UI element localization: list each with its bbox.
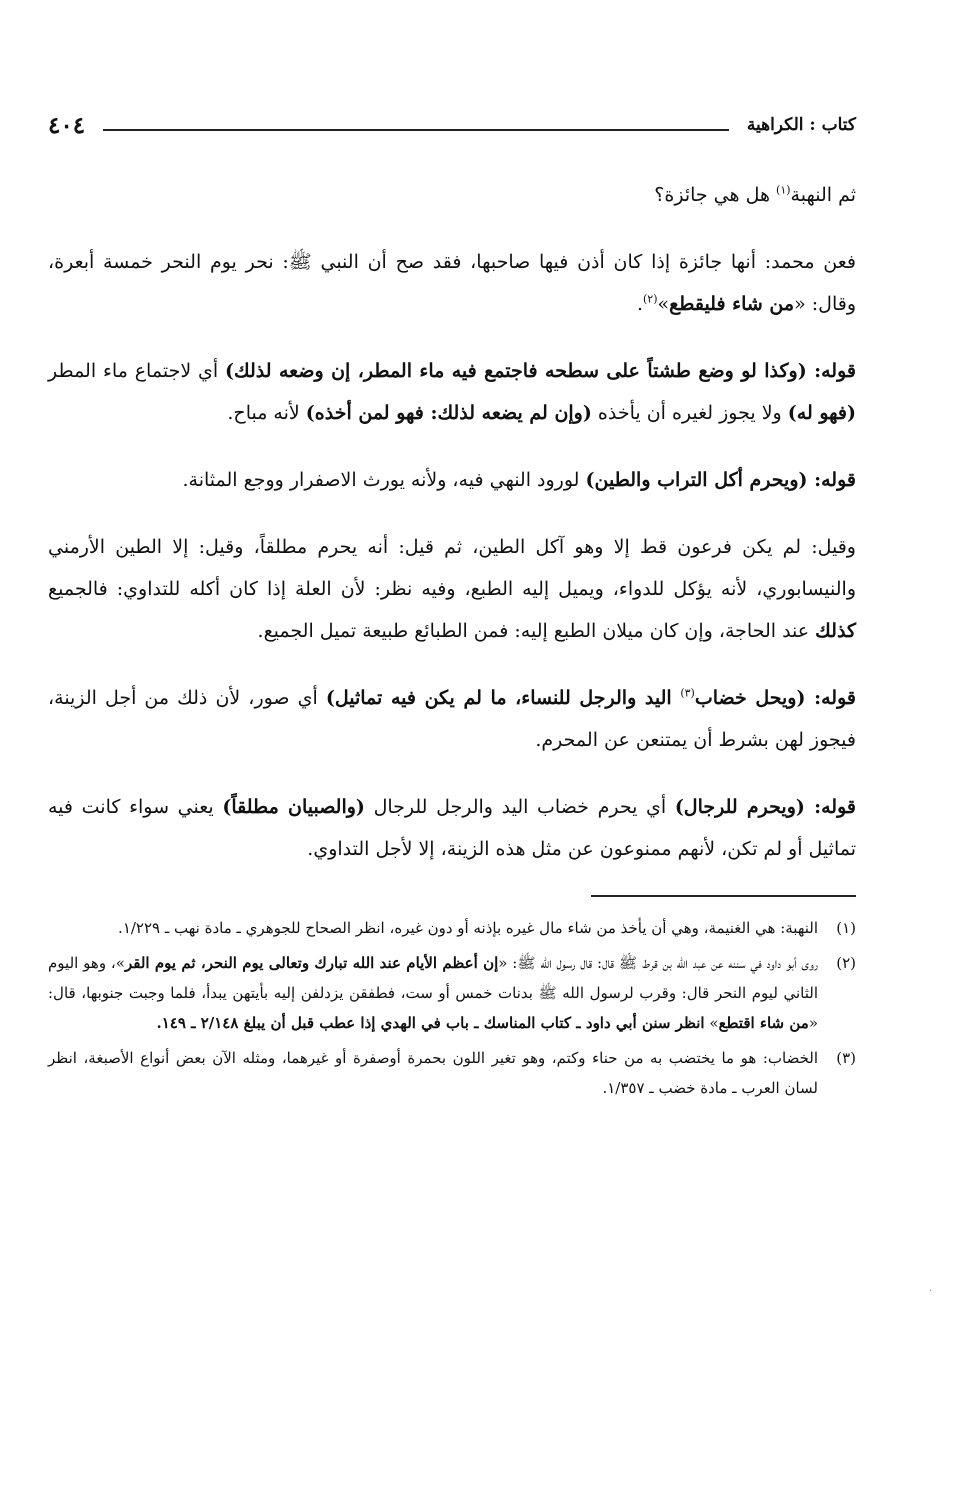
text-run: وقيل: لم يكن فرعون قط إلا وهو آكل الطين، ثم قيل: أنه يحرم مطلقاً، وقيل: إلا الطين الأرمني والنيسابوري، لأنه يؤكل للدواء، ويميل إليه الطبع، وفيه نظر: لأن العلة إذا كان أكله للتداوي: فالجميع <box>48 536 856 600</box>
bold-text: (والصبيان مطلقاً) <box>222 796 365 818</box>
footnote-text <box>48 1043 818 1103</box>
paragraph <box>48 350 856 434</box>
text-run: ثم النهبة <box>790 184 856 206</box>
page-header <box>48 108 856 142</box>
bold-text: قوله: (وكذا لو وضع طشتاً على سطحه فاجتمع فيه ماء المطر، إن وضعه لذلك) <box>225 360 856 382</box>
header-rule <box>103 129 729 131</box>
bold-text: اليد والرجل للنساء، ما لم يكن فيه تماثيل) <box>325 687 681 709</box>
bold-text: قوله: (ويحرم أكل التراب والطين) <box>585 469 856 491</box>
bold-text: كذلك <box>815 620 856 642</box>
footnote-item <box>48 948 856 1038</box>
bold-text: من شاء اقتطع <box>718 1014 809 1032</box>
document-page <box>48 108 856 1468</box>
text-run: عند الحاجة، وإن كان ميلان الطبع إليه: فمن الطبائع طبيعة تميل الجميع. <box>257 620 816 642</box>
bold-text: (وإن لم يضعه لذلك: فهو لمن أخذه) <box>305 402 592 424</box>
text-run: أي صور، لأن ذلك من أجل الزينة، فيجوز لهن بشرط أن يمتنعن عن المحرم. <box>48 687 856 751</box>
footnote-marker: (١) <box>776 183 791 197</box>
text-run: النهبة: هي الغنيمة، وهي أن يأخذ من شاء مال غيره بإذنه أو دون غيره، انظر الصحاح للجوهري ـ مادة نهب ـ ١/٢٢٩. <box>118 919 818 937</box>
text-run: »، وهو اليوم الثاني ليوم النحر قال: وقرب لرسول الله ﷺ بدنات خمس أو ست، فطفقن يزدلفن إليه بأيتهن يبدأ، فلما وجبت جنوبها، قال: « <box>48 954 818 1032</box>
paragraph <box>48 241 856 325</box>
footnote-number: (٢) <box>836 954 856 972</box>
footnotes <box>48 913 856 1103</box>
footnote-number: (٣) <box>836 1049 856 1067</box>
main-text <box>48 174 856 870</box>
paragraph <box>48 526 856 652</box>
text-run: » <box>657 293 670 315</box>
bold-text: من شاء فليقطع <box>669 293 795 315</box>
text-run: فعن محمد: أنها جائزة إذا كان أذن فيها صاحبها، فقد صح أن النبي ﷺ: نحر يوم النحر خمسة أبعرة، وقال: « <box>48 251 856 315</box>
text-run: أي لاجتماع ماء المطر <box>48 360 226 382</box>
text-run: هل هي جائزة؟ <box>654 184 777 206</box>
text-run: الخضاب: هو ما يختضب به من حناء وكتم، وهو تغير اللون بحمرة أوصفرة أو غيرهما، ومثله الآن بعض أنواع الأصبغة، انظر لسان العرب ـ مادة خضب ـ ١/٣٥٧. <box>48 1049 818 1097</box>
page-number: ٤٠٤ <box>48 111 86 139</box>
footnote-text <box>48 913 818 943</box>
text-run: روى أبو داود في سننه عن عبد الله بن قرط ﷺ قال: قال رسول الله ﷺ: « <box>498 954 818 972</box>
running-title: كتاب : الكراهية <box>746 115 856 135</box>
paragraph <box>48 459 856 501</box>
text-run: أي يحرم خضاب اليد والرجل للرجال <box>364 796 675 818</box>
text-run: لأنه مباح. <box>227 402 306 424</box>
text-run: يعني سواء كانت فيه تماثيل أو لم تكن، لأنهم ممنوعون عن مثل هذه الزينة، إلا لأجل التداوي. <box>48 796 856 860</box>
footnote-marker: (٣) <box>680 686 695 700</box>
bold-text: إن أعظم الأيام عند الله تبارك وتعالى يوم النحر، ثم يوم القر <box>124 954 499 972</box>
footnote-marker: (٢) <box>643 292 658 306</box>
bold-text: انظر سنن أبي داود ـ كتاب المناسك ـ باب في الهدي إذا عطب قبل أن يبلغ ٢/١٤٨ ـ ١٤٩. <box>156 1014 705 1032</box>
paragraph <box>48 677 856 761</box>
text-run: لورود النهي فيه، ولأنه يورث الاصفرار ووجع المثانة. <box>182 469 586 491</box>
bold-text: قوله: (ويحل خضاب <box>694 687 856 709</box>
paragraph <box>48 786 856 870</box>
footnote-number: (١) <box>836 919 856 937</box>
footnote-item <box>48 1043 856 1103</box>
paragraph <box>48 174 856 216</box>
margin-mark: · <box>929 1286 933 1297</box>
footnote-text <box>48 948 818 1038</box>
text-run: . <box>636 293 643 315</box>
text-run: ولا يجوز لغيره أن يأخذه <box>591 402 788 424</box>
footnote-item <box>48 913 856 943</box>
bold-text: قوله: (ويحرم للرجال) <box>674 796 856 818</box>
bold-text: (فهو له) <box>787 402 856 424</box>
footnote-rule <box>591 895 856 897</box>
text-run: » <box>704 1014 719 1032</box>
